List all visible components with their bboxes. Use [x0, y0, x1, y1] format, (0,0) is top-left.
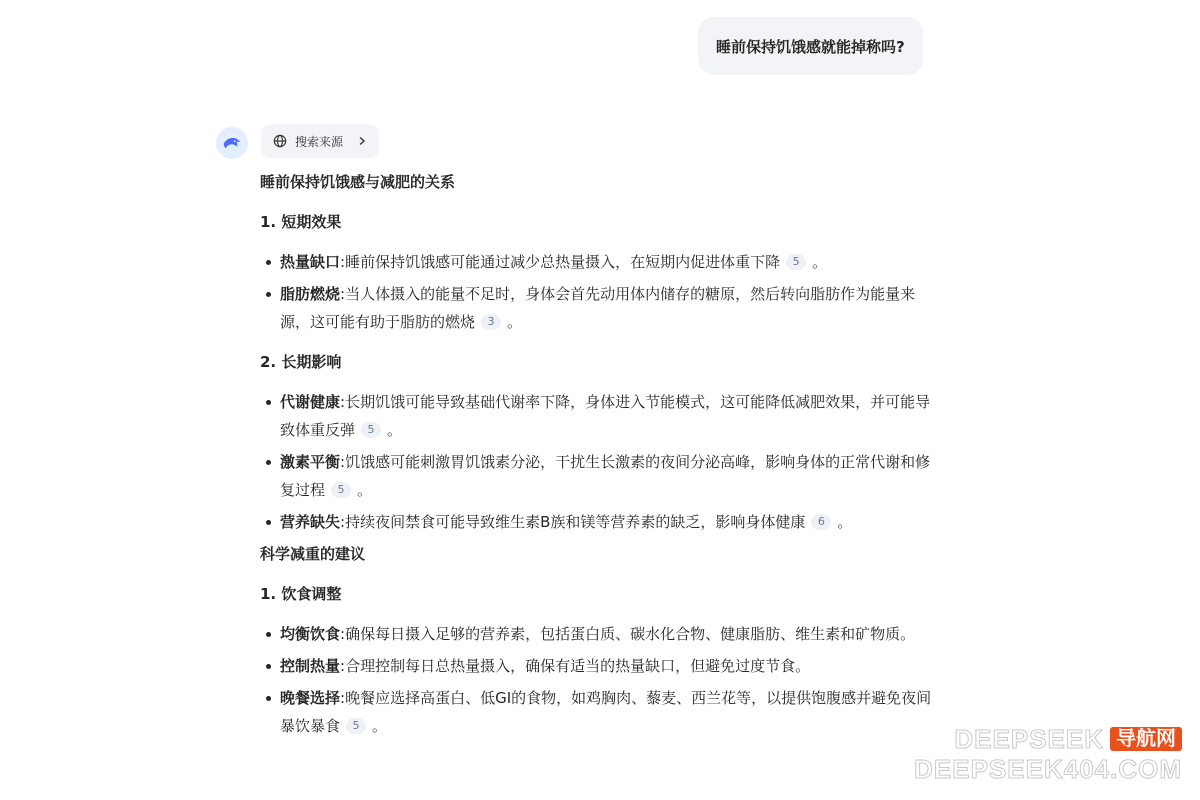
- section-heading: 1. 短期效果: [260, 213, 342, 231]
- item-text: 饥饿感可能刺激胃饥饿素分泌，干扰生长激素的夜间分泌高峰，影响身体的正常代谢和修复过程: [280, 453, 931, 499]
- citation-badge[interactable]: 5: [331, 482, 351, 498]
- item-term: 晚餐选择: [280, 689, 341, 707]
- search-sources-label: 搜索来源: [295, 134, 344, 149]
- citation-badge[interactable]: 5: [346, 718, 366, 734]
- list-item: [280, 448, 944, 504]
- item-term: 均衡饮食: [280, 625, 341, 643]
- item-sep: :: [340, 625, 346, 643]
- assistant-avatar: [216, 127, 248, 159]
- assistant-answer: [260, 166, 944, 744]
- item-text: 持续夜间禁食可能导致维生素B族和镁等营养素的缺乏，影响身体健康: [345, 513, 806, 531]
- item-end: 。: [837, 513, 853, 531]
- user-message-text: 睡前保持饥饿感就能掉称吗?: [716, 37, 905, 56]
- item-text: 睡前保持饥饿感可能通过减少总热量摄入，在短期内促进体重下降: [345, 253, 781, 271]
- site-watermark: [914, 726, 1182, 782]
- item-sep: :: [340, 657, 346, 675]
- list-item: [280, 248, 944, 276]
- item-term: 控制热量: [280, 657, 341, 675]
- item-sep: :: [340, 253, 346, 271]
- section-heading: 2. 长期影响: [260, 353, 342, 371]
- list-item: [280, 388, 944, 444]
- item-sep: :: [340, 285, 346, 303]
- item-term: 代谢健康: [280, 393, 341, 411]
- item-sep: :: [340, 453, 346, 471]
- citation-badge[interactable]: 5: [786, 254, 806, 270]
- item-term: 脂肪燃烧: [280, 285, 341, 303]
- answer-heading: 睡前保持饥饿感与减肥的关系: [260, 173, 456, 191]
- user-message-bubble: [698, 17, 923, 75]
- list-item: [280, 652, 944, 680]
- item-term: 热量缺口: [280, 253, 341, 271]
- bullet-list: [260, 620, 944, 740]
- list-item: [280, 620, 944, 648]
- item-end: 。: [812, 253, 828, 271]
- watermark-line1: [914, 726, 1182, 752]
- item-term: 激素平衡: [280, 453, 341, 471]
- item-end: 。: [387, 421, 403, 439]
- item-sep: :: [340, 393, 346, 411]
- citation-badge[interactable]: 5: [361, 422, 381, 438]
- bullet-list: [260, 388, 944, 536]
- item-text: 长期饥饿可能导致基础代谢率下降，身体进入节能模式，这可能降低减肥效果，并可能导致体重反弹: [280, 393, 931, 439]
- item-sep: :: [340, 513, 346, 531]
- item-term: 营养缺失: [280, 513, 341, 531]
- list-item: [280, 684, 944, 740]
- search-sources-button[interactable]: [261, 124, 379, 158]
- bullet-list: [260, 248, 944, 336]
- answer-heading-2: 科学减重的建议: [260, 545, 366, 563]
- item-end: 。: [372, 717, 388, 735]
- watermark-url: DEEPSEEK404.COM: [914, 754, 1182, 784]
- item-end: 。: [507, 313, 523, 331]
- item-text: 当人体摄入的能量不足时，身体会首先动用体内储存的糖原，然后转向脂肪作为能量来源，这可能有助于脂肪的燃烧: [280, 285, 916, 331]
- list-item: [280, 280, 944, 336]
- list-item: [280, 508, 944, 536]
- item-sep: :: [340, 689, 346, 707]
- whale-logo-icon: [221, 132, 243, 154]
- item-text: 晚餐应选择高蛋白、低GI的食物，如鸡胸肉、藜麦、西兰花等，以提供饱腹感并避免夜间暴饮暴食: [280, 689, 932, 735]
- item-end: 。: [357, 481, 373, 499]
- watermark-brand: DEEPSEEK: [954, 724, 1104, 754]
- item-text: 确保每日摄入足够的营养素，包括蛋白质、碳水化合物、健康脂肪、维生素和矿物质。: [345, 625, 916, 643]
- citation-badge[interactable]: 3: [481, 314, 501, 330]
- citation-badge[interactable]: 6: [811, 514, 831, 530]
- watermark-badge: 导航网: [1110, 727, 1182, 751]
- item-text: 合理控制每日总热量摄入，确保有适当的热量缺口，但避免过度节食。: [345, 657, 811, 675]
- section-heading: 1. 饮食调整: [260, 585, 342, 603]
- chevron-right-icon: [357, 136, 367, 146]
- globe-icon: [273, 134, 287, 148]
